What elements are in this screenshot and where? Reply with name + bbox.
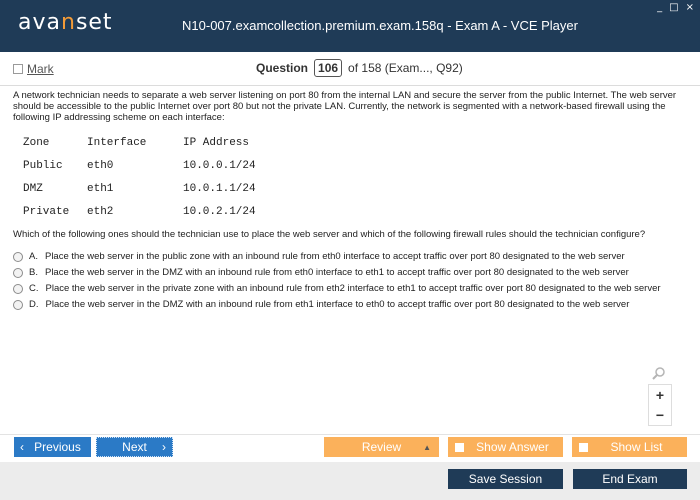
table-header: Interface: [87, 137, 147, 149]
radio-button[interactable]: [13, 268, 23, 278]
mark-label: Mark: [27, 62, 54, 76]
next-button[interactable]: [96, 437, 173, 457]
window-title: N10-007.examcollection.premium.exam.158q - Exam A - VCE Player: [182, 18, 578, 33]
table-cell: 10.0.0.1/24: [183, 160, 256, 172]
next-label: Next: [122, 440, 147, 454]
table-cell: eth1: [87, 183, 114, 195]
close-icon[interactable]: ×: [685, 2, 694, 13]
previous-label: Previous: [34, 440, 81, 454]
option-text: Place the web server in the private zone with an inbound rule from eth2 interface to eth1 to accept traffic over port 80 designated to the web server: [45, 283, 661, 294]
table-row: [23, 160, 256, 183]
table-cell: eth2: [87, 206, 114, 218]
table-cell: Private: [23, 206, 70, 218]
ip-table: [23, 137, 256, 229]
minimize-icon[interactable]: _: [657, 2, 663, 13]
zoom-in-button[interactable]: +: [655, 387, 665, 403]
restore-icon[interactable]: □: [669, 2, 679, 13]
option-text: Place the web server in the DMZ with an inbound rule from eth0 interface to eth1 to accept traffic over port 80 designated to the web server: [44, 267, 629, 278]
table-header: Zone: [23, 137, 50, 149]
previous-button[interactable]: [14, 437, 91, 457]
show-list-button[interactable]: [572, 437, 687, 457]
option-letter: C.: [29, 283, 39, 294]
review-button[interactable]: [324, 437, 439, 457]
show-list-label: Show List: [610, 440, 663, 454]
question-content: [13, 90, 689, 313]
app-logo: avanset: [18, 10, 113, 35]
checkbox-icon: [455, 443, 464, 452]
table-row: [23, 183, 256, 206]
answer-option-a[interactable]: [13, 249, 689, 265]
radio-button[interactable]: [13, 284, 23, 294]
answer-option-b[interactable]: [13, 265, 689, 281]
save-session-button[interactable]: [448, 469, 563, 489]
zoom-out-button[interactable]: −: [655, 407, 665, 423]
option-letter: A.: [29, 251, 38, 262]
table-cell: 10.0.1.1/24: [183, 183, 256, 195]
question-label: Question: [256, 61, 309, 75]
end-exam-button[interactable]: [573, 469, 687, 489]
question-suffix: of 158 (Exam..., Q92): [348, 61, 463, 75]
chevron-left-icon: ‹: [20, 440, 24, 454]
end-exam-label: End Exam: [602, 472, 658, 486]
radio-button[interactable]: [13, 252, 23, 262]
option-letter: D.: [29, 299, 39, 310]
question-header: [0, 52, 700, 86]
checkbox-icon[interactable]: [13, 64, 23, 74]
title-bar: [0, 0, 700, 52]
answer-option-d[interactable]: [13, 297, 689, 313]
magnifier-icon[interactable]: [652, 366, 666, 383]
answer-option-c[interactable]: [13, 281, 689, 297]
checkbox-icon: [579, 443, 588, 452]
show-answer-label: Show Answer: [476, 440, 549, 454]
radio-button[interactable]: [13, 300, 23, 310]
table-cell: 10.0.2.1/24: [183, 206, 256, 218]
save-session-label: Save Session: [468, 472, 543, 486]
question-counter: [256, 59, 463, 77]
answer-options: [13, 249, 689, 313]
question-prompt: Which of the following ones should the technician use to place the web server and which of the following firewall rules should the technician configure?: [13, 229, 646, 240]
table-row: [23, 206, 256, 229]
option-text: Place the web server in the public zone with an inbound rule from eth0 interface to accept traffic over port 80 designated to the web server: [44, 251, 625, 262]
question-stem: A network technician needs to separate a web server listening on port 80 from the internal LAN and secure the server from the public Internet. The web server should be accessible to the public Internet over port 80 but not the private LAN. Currently, the network is segmented with a network-based firewall using the following IP addressing scheme on each interface:: [13, 90, 677, 123]
chevron-right-icon: ›: [162, 440, 166, 454]
table-header: IP Address: [183, 137, 250, 149]
option-text: Place the web server in the DMZ with an inbound rule from eth1 interface to eth0 to accept traffic over port 80 designated to the web server: [45, 299, 630, 310]
window-controls: [657, 3, 694, 13]
show-answer-button[interactable]: [448, 437, 563, 457]
mark-checkbox[interactable]: [13, 62, 54, 76]
triangle-up-icon: ▲: [423, 442, 431, 452]
review-label: Review: [361, 440, 402, 454]
question-number-box[interactable]: 106: [314, 59, 342, 77]
table-cell: eth0: [87, 160, 114, 172]
table-cell: DMZ: [23, 183, 43, 195]
table-cell: Public: [23, 160, 63, 172]
option-letter: B.: [29, 267, 38, 278]
zoom-controls: [648, 384, 672, 426]
table-header-row: [23, 137, 256, 160]
